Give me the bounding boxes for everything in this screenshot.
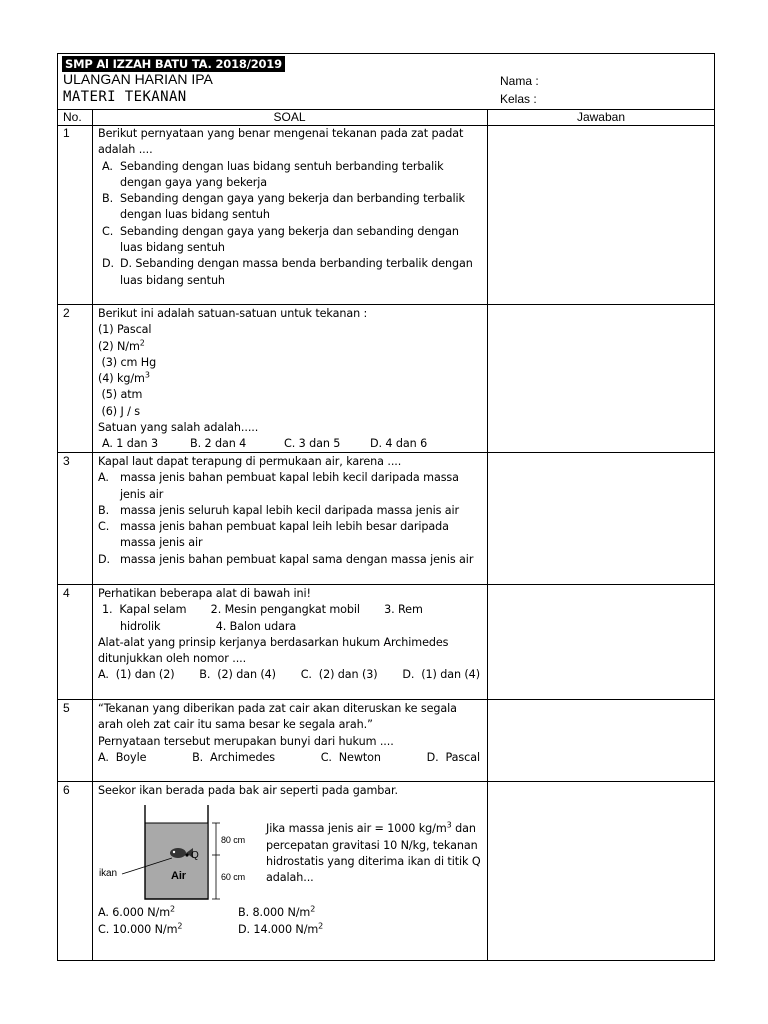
option-d: D. D. Sebanding dengan massa benda berbanding terbalik dengan luas bidang sentuh	[102, 257, 473, 287]
unit-item: (3) cm Hg	[98, 355, 157, 369]
question-stem: Perhatikan beberapa alat di bawah ini!	[98, 587, 311, 600]
option-a: A. Boyle	[98, 750, 147, 764]
question-number: 2	[63, 306, 70, 320]
fish-label: ikan	[99, 868, 117, 880]
col-head-soal: SOAL	[273, 110, 306, 124]
kelas-label: Kelas :	[500, 92, 537, 106]
unit-item: (5) atm	[98, 388, 143, 402]
question-2	[98, 306, 480, 453]
option-a: A. 1 dan 3	[102, 437, 158, 451]
question-prompt: Pernyataan tersebut merupakan bunyi dari hukum ....	[98, 734, 394, 748]
bottom-dimension-label: 60 cm	[221, 872, 246, 883]
question-1	[98, 126, 480, 289]
question-number: 5	[63, 701, 70, 715]
option-d: D. 4 dan 6	[370, 437, 428, 451]
options-row	[98, 667, 480, 683]
nama-label: Nama :	[500, 74, 539, 88]
unit-item: (4) $kg/m^3$	[98, 370, 150, 386]
top-dimension-label: 80 cm	[221, 835, 246, 846]
exam-topic: MATERI TEKANAN	[63, 89, 187, 105]
question-prompt: Alat-alat yang prinsip kerjanya berdasarkan hukum Archimedes ditunjukkan oleh nomor ....	[98, 635, 449, 666]
exam-title: ULANGAN HARIAN IPA	[63, 71, 213, 87]
option-c: C. Newton	[320, 750, 381, 764]
exam-header	[58, 54, 714, 109]
question-number: 3	[63, 454, 70, 468]
col-head-no: No.	[63, 110, 82, 124]
option-b: B. 8.000 $N/m^2$	[238, 904, 316, 920]
question-stem: Seekor ikan berada pada bak air seperti pada gambar.	[98, 784, 398, 797]
option-d: D. 14.000 $N/m^2$	[238, 920, 324, 936]
option-b: B. Archimedes	[192, 750, 275, 764]
question-3	[98, 454, 480, 568]
option-a: A. massa jenis bahan pembuat kapal lebih kecil daripada massa jenis air	[98, 471, 459, 501]
col-divider-jawaban	[487, 109, 488, 961]
row-divider	[58, 304, 714, 305]
water-fill	[145, 823, 207, 899]
options-row	[98, 750, 480, 766]
point-q-label: Q	[191, 850, 199, 862]
option-d: D. Pascal	[426, 750, 480, 764]
option-b: B. 2 dan 4	[190, 437, 247, 451]
row-divider	[58, 699, 714, 700]
question-number: 4	[63, 586, 70, 600]
figure-area	[98, 803, 480, 903]
option-b: B. massa jenis seluruh kapal lebih kecil daripada massa jenis air	[98, 503, 460, 517]
unit-item: (1) Pascal	[98, 323, 152, 337]
unit-item: (2) $N/m^2$	[98, 337, 145, 353]
question-5	[98, 701, 480, 766]
option-a: A. Sebanding dengan luas bidang sentuh berbanding terbalik dengan gaya yang bekerja	[102, 159, 444, 189]
question-6	[98, 783, 480, 938]
question-stem: Kapal laut dapat terapung di permukaan air, karena ....	[98, 455, 402, 468]
tools-list: hidrolik 4. Balon udara	[120, 619, 297, 633]
col-head-jawaban: Jawaban	[576, 110, 626, 124]
water-label: Air	[171, 870, 186, 883]
col-divider-no	[92, 109, 93, 961]
fish-tank-figure	[98, 803, 264, 903]
point-q-marker	[185, 854, 188, 857]
option-c: C. 10.000 $N/m^2$	[98, 920, 183, 936]
question-stem: Berikut ini adalah satuan-satuan untuk tekanan :	[98, 307, 368, 320]
school-name: SMP Al IZZAH BATU TA. 2018/2019	[62, 56, 285, 72]
question-4	[98, 586, 480, 684]
question-stem: “Tekanan yang diberikan pada zat cair akan diteruskan ke segala arah oleh zat cair itu sama besar ke segala arah.”	[98, 702, 457, 732]
tools-list: 1. Kapal selam 2. Mesin pengangkat mobil 3. Rem	[102, 603, 423, 617]
option-c: C. 3 dan 5	[284, 437, 341, 451]
question-number: 1	[63, 126, 70, 140]
exam-sheet	[57, 53, 715, 961]
unit-item: (6) J / s	[98, 404, 140, 418]
option-d: D. (1) dan (4)	[402, 668, 480, 682]
option-a: A. 6.000 $N/m^2$	[98, 904, 175, 920]
option-b: B. Sebanding dengan gaya yang bekerja dan berbanding terbalik dengan luas bidang sentuh	[102, 192, 465, 222]
question-prompt: Satuan yang salah adalah.....	[98, 421, 259, 435]
option-a: A. (1) dan (2)	[98, 668, 175, 682]
option-d: D. massa jenis bahan pembuat kapal sama dengan massa jenis air	[98, 552, 474, 566]
options-grid	[98, 905, 480, 938]
row-divider	[58, 781, 714, 782]
option-c: C. (2) dan (3)	[300, 668, 378, 682]
option-b: B. (2) dan (4)	[199, 668, 276, 682]
question-number: 6	[63, 783, 70, 797]
problem-text: Jika massa jenis air = 1000 $kg/m^3$ dan percepatan gravitasi 10 N/kg, tekanan hidrostatis yang diterima ikan di titik Q adalah...	[266, 820, 481, 885]
options-row	[98, 436, 480, 452]
option-c: C. massa jenis bahan pembuat kapal leih lebih besar daripada massa jenis air	[98, 520, 449, 550]
option-c: C. Sebanding dengan gaya yang bekerja dan sebanding dengan luas bidang sentuh	[102, 224, 459, 255]
question-stem: Berikut pernyataan yang benar mengenai tekanan pada zat padat	[98, 127, 464, 140]
question-stem: adalah ....	[98, 143, 153, 157]
row-divider	[58, 584, 714, 585]
